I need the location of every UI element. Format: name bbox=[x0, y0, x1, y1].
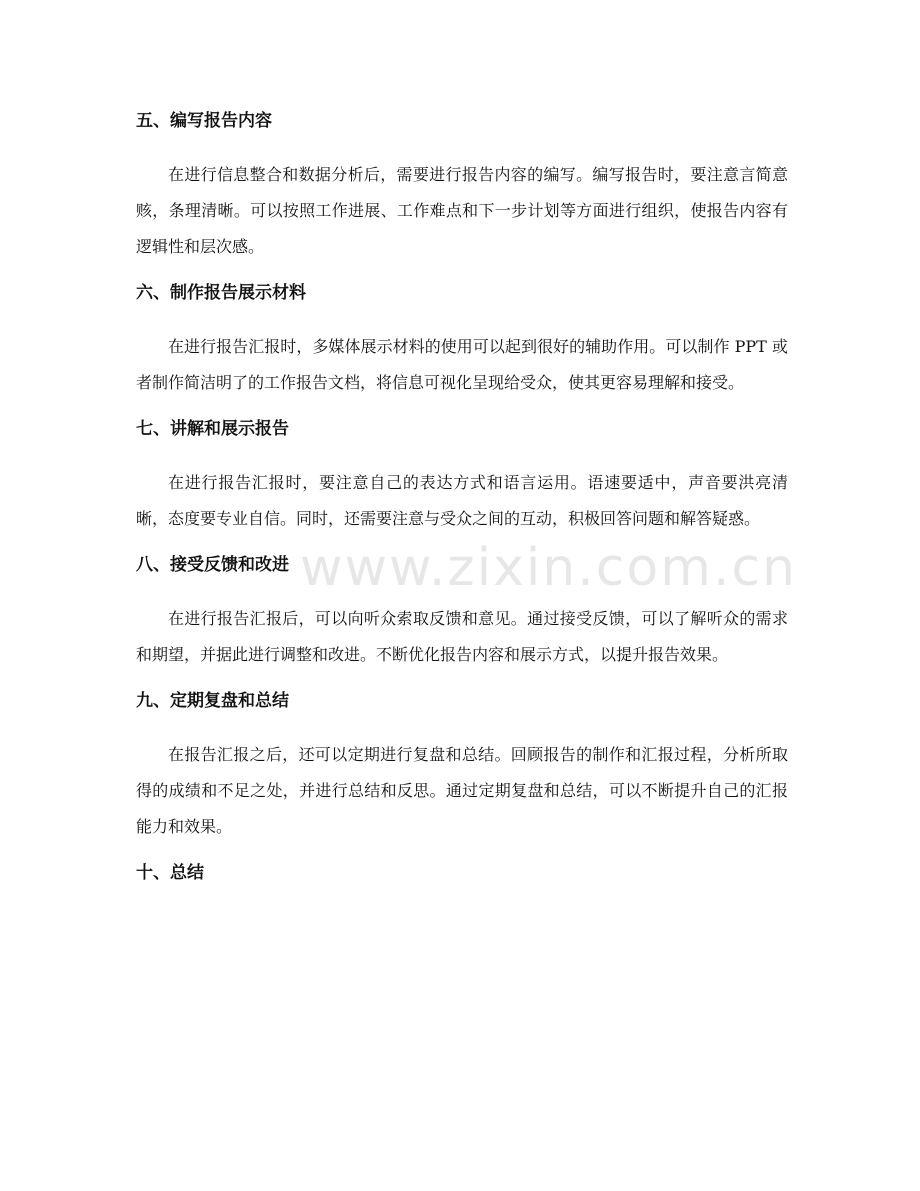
section-heading-8: 八、接受反馈和改进 bbox=[136, 555, 289, 575]
document-content bbox=[136, 103, 788, 909]
section-body-7: 在进行报告汇报时，要注意自己的表达方式和语言运用。语速要适中，声音要洪亮清晰，态度要专业自信。同时，还需要注意与受众之间的互动，积极回答问题和解答疑惑。 bbox=[136, 473, 788, 528]
watermark: www.zixin.com.cn bbox=[300, 538, 797, 598]
section-heading-7: 七、讲解和展示报告 bbox=[136, 419, 289, 439]
section-body-5: 在进行信息整合和数据分析后，需要进行报告内容的编写。编写报告时，要注意言简意赅，条理清晰。可以按照工作进展、工作难点和下一步计划等方面进行组织，使报告内容有逻辑性和层次感。 bbox=[136, 165, 788, 256]
section-body-8: 在进行报告汇报后，可以向听众索取反馈和意见。通过接受反馈，可以了解听众的需求和期望，并据此进行调整和改进。不断优化报告内容和展示方式，以提升报告效果。 bbox=[136, 609, 788, 664]
section-heading-5: 五、编写报告内容 bbox=[136, 111, 272, 131]
section-heading-6: 六、制作报告展示材料 bbox=[136, 283, 306, 303]
section-body-6: 在进行报告汇报时，多媒体展示材料的使用可以起到很好的辅助作用。可以制作 PPT 或者制作简洁明了的工作报告文档，将信息可视化呈现给受众，使其更容易理解和接受。 bbox=[136, 337, 788, 392]
section-heading-10: 十、总结 bbox=[136, 863, 204, 883]
section-body-9: 在报告汇报之后，还可以定期进行复盘和总结。回顾报告的制作和汇报过程，分析所取得的成绩和不足之处，并进行总结和反思。通过定期复盘和总结，可以不断提升自己的汇报能力和效果。 bbox=[136, 745, 788, 836]
section-heading-9: 九、定期复盘和总结 bbox=[136, 691, 289, 711]
